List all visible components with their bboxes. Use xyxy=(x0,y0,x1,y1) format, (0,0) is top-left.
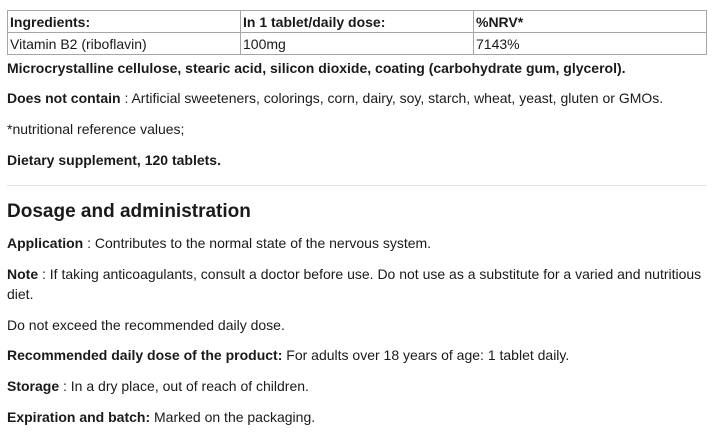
storage-label: Storage xyxy=(7,378,60,394)
section-divider xyxy=(7,185,707,186)
ingredient-name: Vitamin B2 (riboflavin) xyxy=(8,33,241,55)
expiration-text: Marked on the packaging. xyxy=(150,409,316,425)
table-row xyxy=(8,33,707,55)
nrv-note: *nutritional reference values; xyxy=(7,121,185,137)
storage xyxy=(7,376,309,396)
recommended-dose-label: Recommended daily dose of the product: xyxy=(7,347,283,363)
supplement-note: Dietary supplement, 120 tablets. xyxy=(7,152,221,168)
application xyxy=(7,233,431,253)
header-dose: In 1 tablet/daily dose: xyxy=(241,11,474,33)
header-nrv: %NRV* xyxy=(474,11,707,33)
expiration xyxy=(7,407,315,427)
application-text: : Contributes to the normal state of the nervous system. xyxy=(83,235,432,251)
note-text: : If taking anticoagulants, consult a doctor before use. Do not use as a substitute for a varied and nutritious diet. xyxy=(7,266,702,302)
does-not-contain-label: Does not contain xyxy=(7,90,121,106)
application-label: Application xyxy=(7,235,84,251)
note xyxy=(7,264,707,304)
expiration-label: Expiration and batch: xyxy=(7,409,151,425)
storage-text: : In a dry place, out of reach of children. xyxy=(59,378,309,394)
other-ingredients: Microcrystalline cellulose, stearic acid, silicon dioxide, coating (carbohydrate gum, glycerol). xyxy=(7,60,626,76)
recommended-dose-text: For adults over 18 years of age: 1 tablet daily. xyxy=(282,347,570,363)
recommended-dose xyxy=(7,345,569,365)
ingredients-table xyxy=(7,10,707,55)
ingredient-nrv: 7143% xyxy=(474,33,707,55)
table-header-row xyxy=(8,11,707,33)
dosage-heading: Dosage and administration xyxy=(7,201,251,222)
does-not-contain-text: : Artificial sweeteners, colorings, corn, dairy, soy, starch, wheat, yeast, gluten or GMOs. xyxy=(120,90,664,106)
note-label: Note xyxy=(7,266,39,282)
does-not-contain xyxy=(7,88,663,108)
do-not-exceed: Do not exceed the recommended daily dose. xyxy=(7,317,285,333)
header-ingredients: Ingredients: xyxy=(8,11,241,33)
ingredient-dose: 100mg xyxy=(241,33,474,55)
product-info xyxy=(7,10,707,425)
